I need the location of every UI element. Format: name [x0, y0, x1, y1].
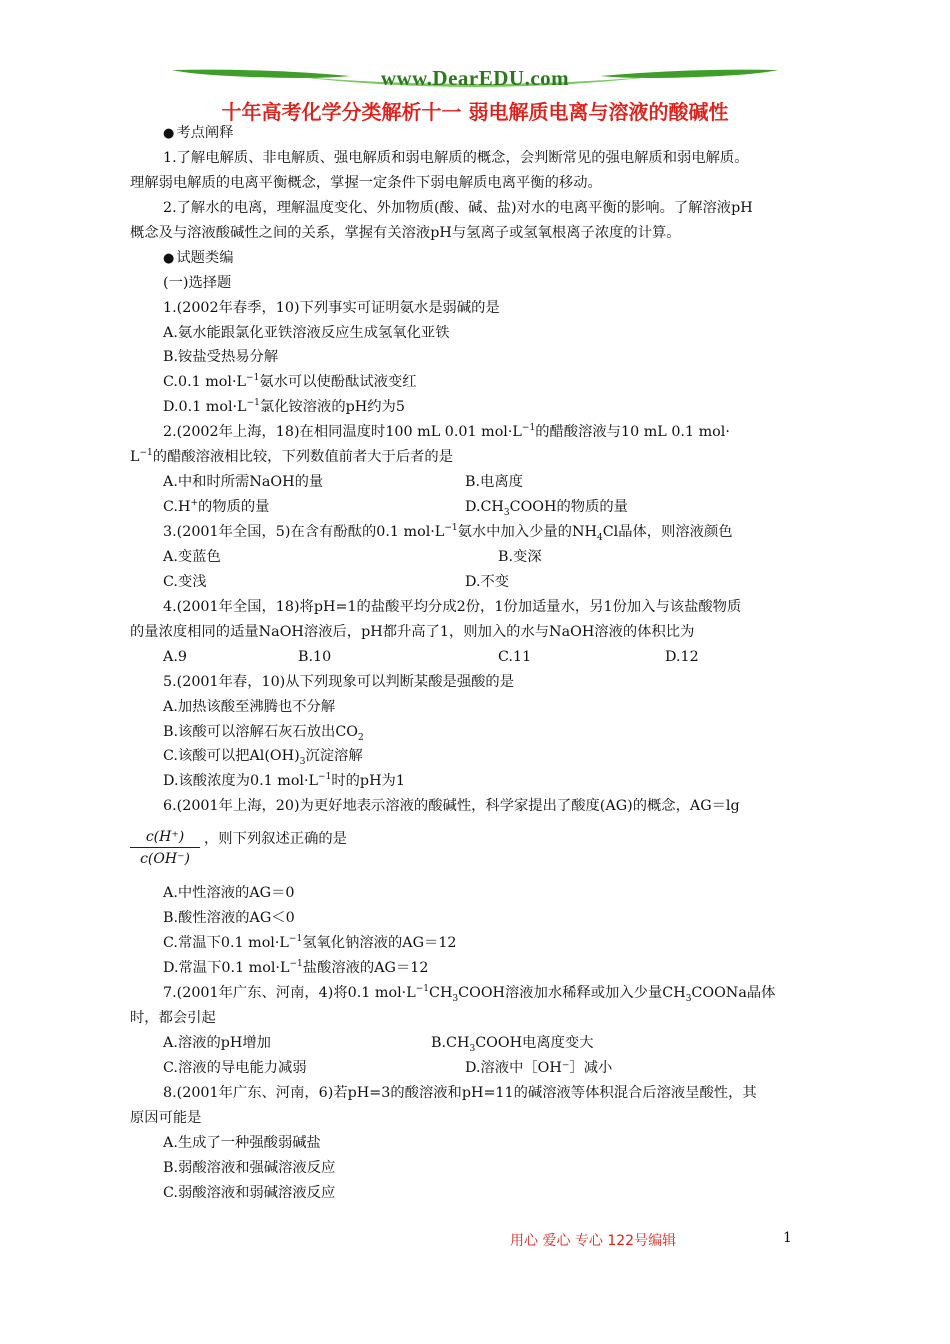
document-body	[130, 121, 820, 1205]
question-5-option-b: B.该酸可以溶解石灰石放出$CO_2$	[163, 723, 364, 743]
subsection-title: (一)选择题	[163, 274, 232, 291]
question-6-option-c: C.常温下0.1 $mol\cdot L^{-1}$氢氧化钠溶液的AG＝12	[163, 934, 457, 952]
question-6-formula-line	[130, 819, 820, 881]
question-6-option-b: B.酸性溶液的AG＜0	[163, 910, 295, 927]
question-4-options	[130, 645, 820, 670]
question-5-option-a: A.加热该酸至沸腾也不分解	[163, 698, 336, 715]
site-url: www.DearEDU.com	[380, 66, 570, 90]
site-banner	[170, 62, 780, 96]
question-3-options-cd	[130, 570, 820, 595]
question-2-option-a: A.中和时所需NaOH的量	[163, 474, 324, 491]
question-6-stem: 6.(2001年上海，20)为更好地表示溶液的酸碱性，科学家提出了酸度(AG)的概念，AG＝lg	[163, 798, 740, 815]
question-4-option-c: C.11	[498, 648, 532, 665]
ag-fraction	[130, 827, 200, 870]
document-title: 十年高考化学分类解析十一 弱电解质电离与溶液的酸碱性	[221, 100, 729, 124]
question-5-option-c: C.该酸可以把$Al(OH)_3$沉淀溶解	[163, 748, 363, 768]
question-7-stem-line-2: 时，都会引起	[130, 1009, 216, 1026]
question-5-stem: 5.(2001年春，10)从下列现象可以判断某酸是强酸的是	[163, 673, 515, 690]
bullet-icon: ●	[163, 126, 175, 141]
question-7-stem-line-1: 7.(2001年广东、河南，4)将0.1 $mol\cdot L^{-1}CH_3COOH$溶液加水稀释或加入少量$CH_3COONa$晶体	[163, 984, 776, 1004]
question-8-option-c: C.弱酸溶液和弱碱溶液反应	[163, 1184, 336, 1201]
question-4-option-a: A.9	[163, 648, 187, 665]
bullet-icon: ●	[163, 250, 175, 266]
question-1-stem: 1.(2002年春季，10)下列事实可证明氨水是弱碱的是	[163, 299, 500, 316]
question-3-option-c: C.变浅	[163, 573, 207, 590]
question-2-option-b: B.电离度	[465, 474, 523, 491]
page-number: 1	[783, 1230, 792, 1246]
question-2-option-c: C.H+的物质的量	[163, 498, 270, 516]
question-7-options-ab	[130, 1031, 820, 1056]
question-4-stem-line-2: 的量浓度相同的适量NaOH溶液后，pH都升高了1，则加入的水与NaOH溶液的体积比为	[130, 623, 695, 640]
question-3-option-a: A.变蓝色	[163, 548, 221, 565]
section-heading-points: ● 考点阐释	[163, 125, 234, 141]
question-3-option-d: D.不变	[465, 573, 510, 590]
question-2-options-cd	[130, 495, 820, 520]
question-2-option-d: $D.CH_3COOH$的物质的量	[465, 499, 628, 518]
question-6-option-d: D.常温下0.1 $mol\cdot L^{-1}$盐酸溶液的AG＝12	[163, 959, 429, 977]
question-8-stem-line-2: 原因可能是	[130, 1109, 202, 1126]
question-3-options-ab	[130, 545, 820, 570]
question-2-options-ab	[130, 470, 820, 495]
question-4-option-d: D.12	[665, 648, 699, 665]
point-1-line-2: 理解弱电解质的电离平衡概念，掌握一定条件下弱电解质电离平衡的移动。	[130, 174, 602, 191]
question-7-option-b: $B.CH_3COOH$电离度变大	[431, 1034, 594, 1054]
question-7-option-a: A.溶液的pH增加	[163, 1034, 271, 1051]
question-6-stem-tail: ，则下列叙述正确的是	[204, 831, 347, 848]
point-2-line-1: 2.了解水的电离，理解温度变化、外加物质(酸、碱、盐)对水的电离平衡的影响。了解溶液pH	[163, 199, 753, 216]
point-2-line-2: 概念及与溶液酸碱性之间的关系，掌握有关溶液pH与氢离子或氢氧根离子浓度的计算。	[130, 224, 681, 241]
point-1-line-1: 1.了解电解质、非电解质、强电解质和弱电解质的概念，会判断常见的强电解质和弱电解质。	[163, 149, 749, 166]
footer-motto: 用心 爱心 专心 122号编辑	[510, 1233, 677, 1249]
question-5-option-d: D.该酸浓度为0.1 $mol\cdot L^{-1}$时的pH为1	[163, 772, 405, 790]
question-6-option-a: A.中性溶液的AG＝0	[163, 885, 295, 902]
question-8-option-a: A.生成了一种强酸弱碱盐	[163, 1134, 321, 1151]
fraction-numerator: c(H⁺)	[130, 827, 200, 848]
question-7-options-cd	[130, 1056, 820, 1081]
question-1-option-b: B.铵盐受热易分解	[163, 349, 279, 366]
question-3-option-b: B.变深	[498, 548, 542, 565]
question-7-option-c: C.溶液的导电能力减弱	[163, 1059, 307, 1076]
question-7-option-d: D.溶液中［OH⁻］减小	[465, 1059, 613, 1076]
question-4-option-b: B.10	[298, 648, 332, 665]
question-1-option-d: D.0.1 $mol\cdot L^{-1}$氯化铵溶液的pH约为5	[163, 398, 405, 416]
question-4-stem-line-1: 4.(2001年全国，18)将pH=1的盐酸平均分成2份，1份加适量水，另1份加入与该盐酸物质	[163, 598, 742, 615]
question-2-stem-line-2: $L^{-1}$的醋酸溶液相比较，下列数值前者大于后者的是	[130, 448, 454, 466]
question-8-stem-line-1: 8.(2001年广东、河南，6)若pH=3的酸溶液和pH=11的碱溶液等体积混合后溶液呈酸性，其	[163, 1084, 757, 1101]
question-1-option-c: C.0.1 $mol\cdot L^{-1}$氨水可以使酚酞试液变红	[163, 373, 417, 391]
question-8-option-b: B.弱酸溶液和强碱溶液反应	[163, 1159, 336, 1176]
section-heading-category: ● 试题类编	[163, 249, 234, 266]
fraction-denominator: c(OH⁻)	[140, 851, 190, 868]
question-2-stem-line-1: 2.(2002年上海，18)在相同温度时100 mL 0.01 $mol\cdot L^{-1}$的醋酸溶液与10 mL 0.1 mol·	[163, 423, 730, 441]
question-3-stem: 3.(2001年全国，5)在含有酚酞的0.1 $mol\cdot L^{-1}$氨水中加入少量的$NH_4Cl$晶体，则溶液颜色	[163, 523, 733, 543]
question-1-option-a: A.氨水能跟氯化亚铁溶液反应生成氢氧化亚铁	[163, 324, 450, 341]
